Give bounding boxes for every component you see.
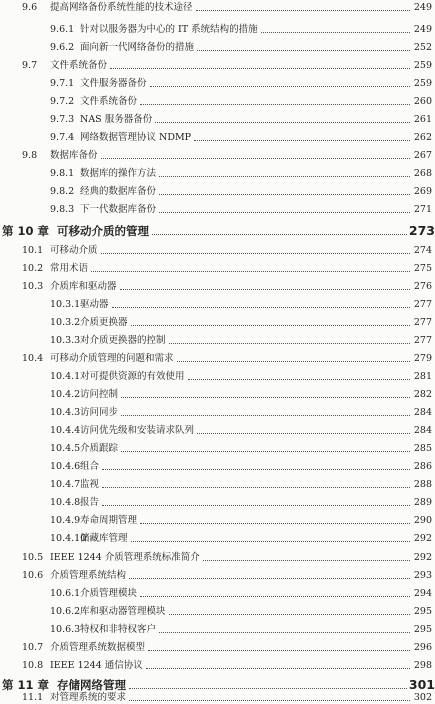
toc-entry-title: 介质管理模块: [80, 588, 138, 599]
toc-entry-number: 10.8: [22, 660, 44, 671]
toc-entry-page: 273: [408, 223, 435, 238]
toc-entry-page: 268: [413, 168, 432, 179]
toc-entry-number: 9.8: [22, 150, 38, 161]
toc-entry-number: 9.8.1: [50, 168, 75, 179]
toc-entry-title: 对管理系统的要求: [50, 692, 127, 703]
toc-entry-page: 277: [413, 335, 432, 346]
dot-leader: [140, 103, 410, 105]
toc-entry-page: 277: [413, 299, 432, 310]
toc-entry-title: 文件服务器备份: [80, 78, 147, 89]
dot-leader: [155, 121, 410, 123]
toc-entry-number: 10.4.1: [50, 371, 81, 382]
toc-entry: [0, 132, 432, 144]
toc-entry-number: 第 11 章: [2, 678, 50, 692]
toc-entry: [0, 425, 432, 437]
toc-entry-number: 9.7.1: [50, 78, 75, 89]
toc-entry: [0, 371, 432, 383]
toc-entry-title: 数据库的操作方法: [80, 168, 157, 179]
toc-entry-number: 9.6.2: [50, 42, 75, 53]
toc-entry-title: 介质库和驱动器: [50, 281, 117, 292]
toc-entry-title: 驱动器: [80, 299, 109, 310]
toc-entry-number: 10.4.8: [50, 497, 81, 508]
toc-entry-number: 10.4.3: [50, 407, 81, 418]
toc-entry-title: 可移动介质: [50, 245, 98, 256]
toc-entry-title: NAS 服务器备份: [80, 114, 153, 125]
dot-leader: [91, 270, 410, 272]
dot-leader: [177, 360, 410, 362]
toc-entry-title: 存储网络管理: [57, 678, 127, 692]
toc-entry-page: 282: [413, 389, 432, 400]
toc-entry: [0, 570, 432, 582]
dot-leader: [169, 342, 410, 344]
dot-leader: [112, 306, 410, 308]
toc-entry-number: 9.8.3: [50, 204, 75, 215]
toc-entry: [0, 533, 432, 545]
dot-leader: [131, 540, 410, 542]
toc-entry: [0, 24, 432, 36]
toc-entry-number: 10.4.10: [50, 533, 87, 544]
dot-leader: [150, 85, 410, 87]
toc-entry-page: 285: [413, 443, 432, 454]
toc-entry-title: 可移动介质的管理: [57, 224, 150, 238]
toc-entry-title: 访问优先级和安装请求队列: [80, 425, 195, 436]
toc-entry-title: 文件系统备份: [80, 96, 138, 107]
dot-leader: [129, 699, 410, 701]
dot-leader: [129, 577, 410, 579]
dot-leader: [194, 139, 410, 141]
dot-leader: [131, 324, 410, 326]
toc-entry-page: 302: [413, 692, 432, 703]
toc-entry-page: 296: [413, 642, 432, 653]
dot-leader: [159, 211, 410, 213]
toc-entry: [0, 114, 432, 126]
toc-entry-page: 261: [413, 114, 432, 125]
dot-leader: [102, 486, 410, 488]
toc-entry-page: 267: [413, 150, 432, 161]
toc-entry: [0, 461, 432, 473]
toc-entry: [0, 186, 432, 198]
dot-leader: [146, 667, 410, 669]
toc-entry-number: 10.4.4: [50, 425, 81, 436]
toc-entry-page: 289: [413, 497, 432, 508]
toc-entry-page: 293: [413, 570, 432, 581]
toc-entry-page: 284: [413, 425, 432, 436]
toc-entry-page: 295: [413, 606, 432, 617]
toc-entry-number: 10.4: [22, 353, 44, 364]
toc-entry-title: 介质跟踪: [80, 443, 119, 454]
toc-entry: [0, 263, 432, 275]
toc-entry: [0, 443, 432, 455]
toc-entry-number: 第 10 章: [2, 224, 50, 238]
toc-entry-title: 介质更换器: [80, 317, 128, 328]
dot-leader: [197, 432, 410, 434]
toc-entry-number: 11.1: [22, 692, 44, 703]
toc-entry-number: 10.4.2: [50, 389, 81, 400]
toc-entry-number: 10.4.7: [50, 479, 81, 490]
dot-leader: [121, 414, 410, 416]
dot-leader: [197, 49, 410, 51]
toc-entry-title: 储藏库管理: [80, 533, 128, 544]
toc-entry-page: 281: [413, 371, 432, 382]
toc-entry: [0, 42, 432, 54]
dot-leader: [152, 233, 407, 235]
toc-entry-title: IEEE 1244 通信协议: [50, 660, 143, 671]
toc-entry: [0, 624, 432, 636]
dot-leader: [169, 613, 410, 615]
toc-entry-number: 9.7.2: [50, 96, 75, 107]
toc-entry-page: 249: [413, 2, 432, 13]
toc-entry-number: 9.7.3: [50, 114, 75, 125]
toc-entry-page: 292: [413, 533, 432, 544]
toc-entry: [0, 660, 432, 672]
toc-entry-page: 259: [413, 78, 432, 89]
dot-leader: [140, 522, 410, 524]
toc-entry: [0, 60, 432, 72]
toc-entry-title: 常用术语: [50, 263, 89, 274]
toc-entry: [0, 96, 432, 108]
dot-leader: [121, 396, 410, 398]
dot-leader: [159, 631, 410, 633]
toc-entry-number: 9.6: [22, 2, 38, 13]
toc-entry-title: 对可提供资源的有效使用: [80, 371, 185, 382]
toc-entry: [0, 692, 432, 704]
dot-leader: [101, 252, 410, 254]
dot-leader: [159, 193, 410, 195]
dot-leader: [129, 687, 407, 689]
dot-leader: [148, 649, 410, 651]
toc-entry: [0, 281, 432, 293]
toc-entry-number: 10.1: [22, 245, 44, 256]
toc-entry-title: 寿命周期管理: [80, 515, 138, 526]
toc-chapter-entry: [0, 224, 435, 238]
toc-chapter-entry: [0, 678, 435, 692]
toc-entry-page: 301: [408, 677, 435, 692]
dot-leader: [110, 67, 410, 69]
toc-entry-title: 访问控制: [80, 389, 119, 400]
toc-entry-title: 监视: [80, 479, 100, 490]
toc-entry-title: 访问同步: [80, 407, 119, 418]
dot-leader: [102, 504, 410, 506]
toc-entry: [0, 552, 432, 564]
toc-entry-number: 9.8.2: [50, 186, 75, 197]
toc-entry-title: 文件系统备份: [50, 60, 108, 71]
toc-entry-title: 数据库备份: [50, 150, 98, 161]
toc-entry-page: 260: [413, 96, 432, 107]
toc-entry-page: 279: [413, 353, 432, 364]
dot-leader: [196, 9, 410, 11]
dot-leader: [140, 595, 410, 597]
toc-entry: [0, 479, 432, 491]
toc-entry: [0, 317, 432, 329]
toc-entry-page: 294: [413, 588, 432, 599]
toc-entry-number: 9.6.1: [50, 24, 75, 35]
toc-entry: [0, 150, 432, 162]
toc-entry-number: 9.7.4: [50, 132, 75, 143]
toc-entry-page: 274: [413, 245, 432, 256]
toc-entry-page: 271: [413, 204, 432, 215]
toc-entry: [0, 497, 432, 509]
toc-entry-page: 288: [413, 479, 432, 490]
toc-entry-number: 10.5: [22, 552, 44, 563]
toc-entry: [0, 335, 432, 347]
dot-leader: [188, 378, 410, 380]
toc-entry-number: 10.4.9: [50, 515, 81, 526]
toc-entry-title: 下一代数据库备份: [80, 204, 157, 215]
toc-entry-page: 275: [413, 263, 432, 274]
toc-entry: [0, 606, 432, 618]
toc-entry-number: 10.6.3: [50, 624, 81, 635]
toc-entry-page: 249: [413, 24, 432, 35]
toc-entry: [0, 245, 432, 257]
toc-entry-title: 报告: [80, 497, 100, 508]
toc-entry-title: 介质管理系统结构: [50, 570, 127, 581]
toc-entry-number: 10.3: [22, 281, 44, 292]
toc-entry-number: 10.2: [22, 263, 44, 274]
toc-entry: [0, 353, 432, 365]
toc-entry-number: 10.7: [22, 642, 44, 653]
dot-leader: [121, 450, 410, 452]
toc-entry-title: 介质管理系统数据模型: [50, 642, 146, 653]
toc-entry-page: 284: [413, 407, 432, 418]
toc-entry-title: 针对以服务器为中心的 IT 系统结构的措施: [80, 24, 258, 35]
toc-entry-page: 295: [413, 624, 432, 635]
toc-entry: [0, 78, 432, 90]
toc-entry-number: 9.7: [22, 60, 38, 71]
toc-entry: [0, 642, 432, 654]
toc-entry-number: 10.3.2: [50, 317, 81, 328]
toc-entry: [0, 299, 432, 311]
toc-entry-title: IEEE 1244 介质管理系统标准简介: [50, 552, 200, 563]
toc-entry-page: 292: [413, 552, 432, 563]
toc-entry-number: 10.3.3: [50, 335, 81, 346]
toc-entry-page: 262: [413, 132, 432, 143]
dot-leader: [203, 559, 410, 561]
dot-leader: [261, 31, 410, 33]
toc-entry-page: 286: [413, 461, 432, 472]
toc-entry-title: 经典的数据库备份: [80, 186, 157, 197]
dot-leader: [159, 175, 410, 177]
toc-entry-number: 10.6.2: [50, 606, 81, 617]
toc-entry-number: 10.4.6: [50, 461, 81, 472]
dot-leader: [102, 468, 410, 470]
toc-entry-page: 290: [413, 515, 432, 526]
toc-entry-title: 特权和非特权客户: [80, 624, 157, 635]
toc-entry-page: 269: [413, 186, 432, 197]
toc-entry-number: 10.4.5: [50, 443, 81, 454]
toc-entry-page: 252: [413, 42, 432, 53]
toc-entry: [0, 407, 432, 419]
toc-entry-page: 298: [413, 660, 432, 671]
toc-entry-title: 面向新一代网络备份的措施: [80, 42, 195, 53]
toc-entry-title: 提高网络备份系统性能的技术途径: [50, 2, 193, 13]
toc-entry-title: 对介质更换器的控制: [80, 335, 166, 346]
dot-leader: [120, 288, 410, 290]
toc-entry-title: 可移动介质管理的问题和需求: [50, 353, 174, 364]
toc-entry: [0, 389, 432, 401]
toc-entry-number: 10.3.1: [50, 299, 81, 310]
dot-leader: [101, 157, 410, 159]
toc-entry: [0, 515, 432, 527]
toc-entry-title: 网络数据管理协议 NDMP: [80, 132, 192, 143]
toc-entry-title: 组合: [80, 461, 100, 472]
toc-entry-page: 277: [413, 317, 432, 328]
toc-entry: [0, 168, 432, 180]
toc-entry-page: 259: [413, 60, 432, 71]
toc-entry-page: 276: [413, 281, 432, 292]
toc-entry-title: 库和驱动器管理模块: [80, 606, 166, 617]
toc-entry-number: 10.6: [22, 570, 44, 581]
toc-entry: [0, 204, 432, 216]
toc-entry: [0, 588, 432, 600]
toc-entry-number: 10.6.1: [50, 588, 81, 599]
toc-entry: [0, 2, 432, 14]
